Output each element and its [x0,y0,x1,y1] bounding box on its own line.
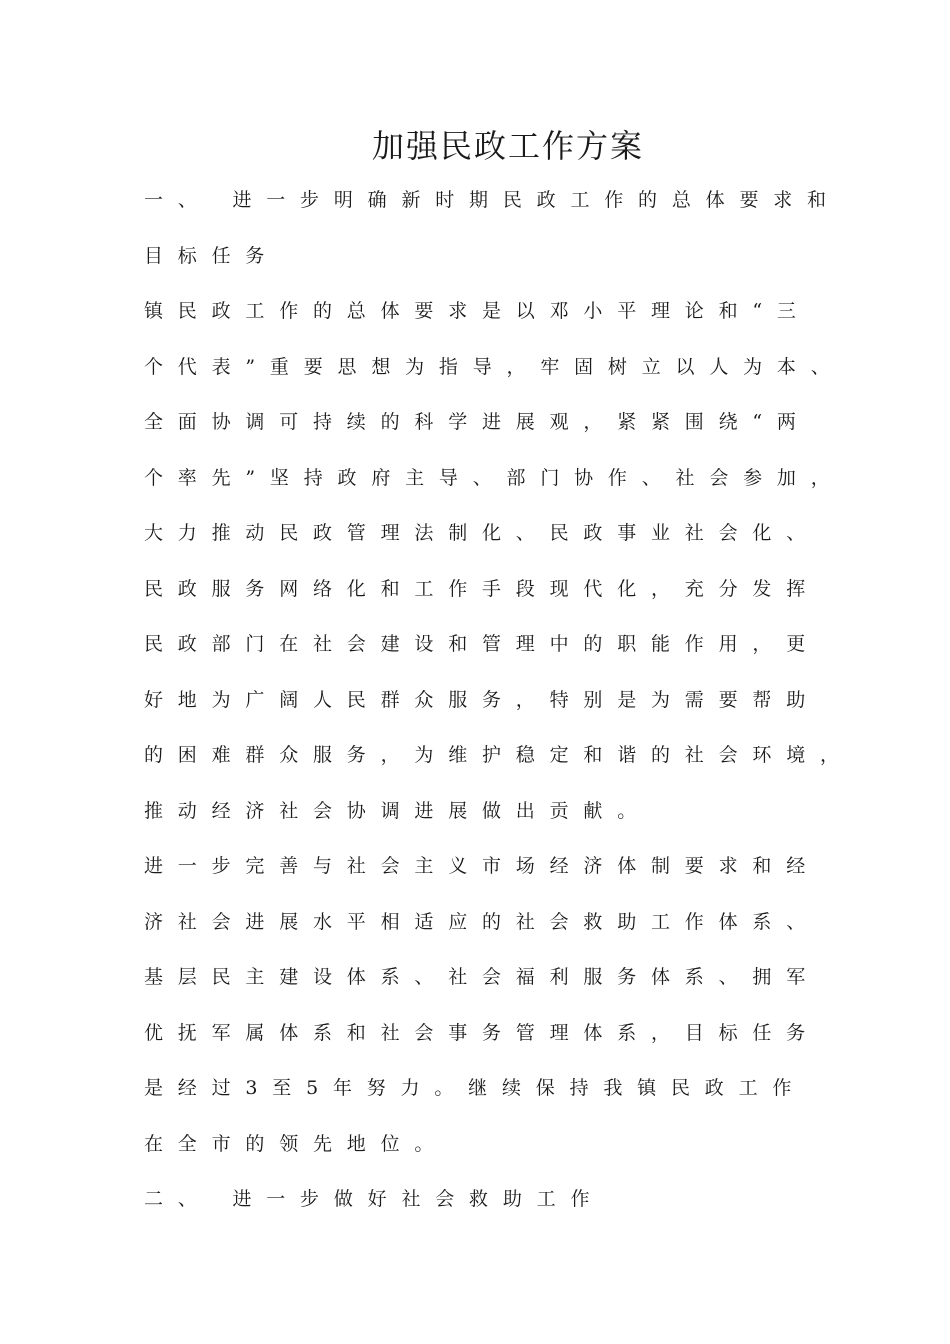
text-line-heading-1: 一、 进一步明确新时期民政工作的总体要求和 [144,189,841,211]
text-line: 基层民主建设体系、社会福利服务体系、拥军 [144,966,821,988]
text-line: 好地为广阔人民群众服务，特别是为需要帮助 [144,688,821,711]
text-line: 大力推动民政管理法制化、民政事业社会化、 [144,522,821,544]
document-title: 加强民政工作方案 [371,127,644,165]
text-line: 个率先”坚持政府主导、部门协作、社会参加， [144,466,845,489]
text-line: 个代表”重要思想为指导，牢固树立以人为本、 [144,355,845,378]
text-line-heading-2: 二、 进一步做好社会救助工作 [144,1188,605,1210]
text-line: 民政服务网络化和工作手段现代化，充分发挥 [144,577,821,600]
text-line: 推动经济社会协调进展做出贡献。 [144,799,652,822]
text-line: 全面协调可持续的科学进展观，紧紧围绕“两 [144,411,811,433]
document-body [144,173,854,1228]
text-line: 在全市的领先地位。 [144,1132,449,1155]
text-line: 镇民政工作的总体要求是以邓小平理论和“三 [144,300,811,322]
text-line: 进一步完善与社会主义市场经济体制要求和经 [144,855,821,877]
text-line: 民政部门在社会建设和管理中的职能作用，更 [144,633,821,655]
text-line: 济社会进展水平相适应的社会救助工作体系、 [144,910,821,933]
text-line: 目标任务 [144,244,280,267]
text-line: 优抚军属体系和社会事务管理体系，目标任务 [144,1021,821,1044]
text-line: 的困难群众服务，为维护稳定和谐的社会环境， [144,744,854,766]
text-line: 是经过3至5年努力。继续保持我镇民政工作 [144,1077,807,1099]
